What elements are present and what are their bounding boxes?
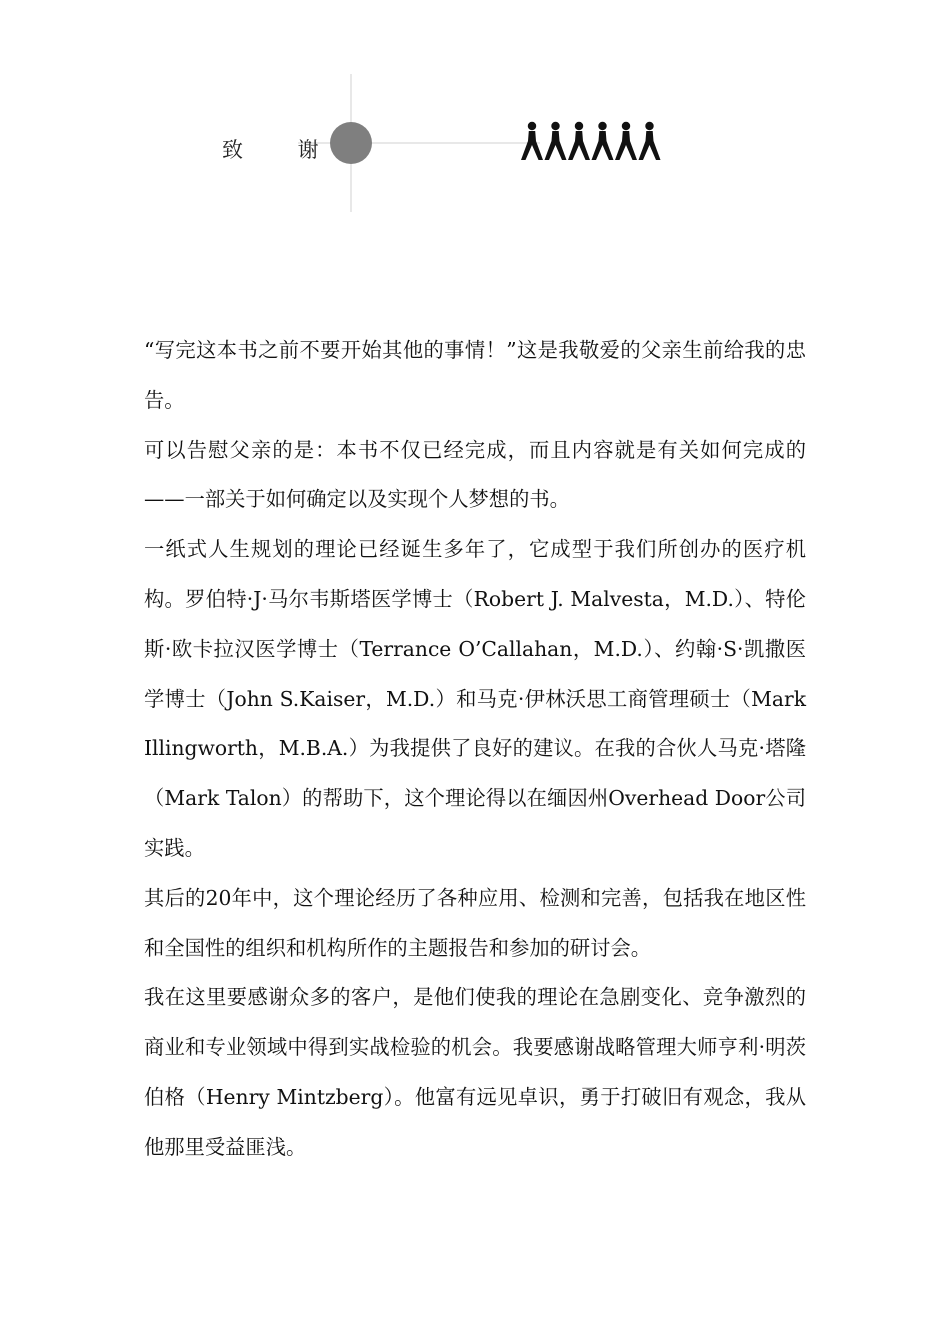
walking-person-icon	[615, 122, 637, 160]
paragraph-3: 一纸式人生规划的理论已经诞生多年了，它成型于我们所创办的医疗机构。罗伯特·J·马尔韦斯塔医学博士（Robert J. Malvesta，M.D.）、特伦斯·欧卡拉汉医学博士（Terrance O’Callahan，M.D.）、约翰·S·凯撒医学博士（John S.Kaiser，M.D.）和马克·伊林沃思工商管理硕士（Mark Illingworth，M.B.A.）为我提供了良好的建议。在我的合伙人马克·塔隆（Mark Talon）的帮助下，这个理论得以在缅因州Overhead Door公司实践。	[144, 537, 806, 860]
six-walking-people-icon	[521, 122, 661, 160]
walking-person-icon	[639, 122, 661, 160]
paragraph-4: 其后的20年中，这个理论经历了各种应用、检测和完善，包括我在地区性和全国性的组织和机构所作的主题报告和参加的研讨会。	[144, 885, 806, 960]
header-decoration	[0, 0, 950, 260]
walking-person-icon	[545, 122, 567, 160]
walking-person-icon	[592, 122, 614, 160]
paragraph-1: “写完这本书之前不要开始其他的事情！”这是我敬爱的父亲生前给我的忠告。	[144, 338, 806, 412]
chapter-title: 致 谢	[222, 138, 343, 162]
paragraph-2: 可以告慰父亲的是：本书不仅已经完成，而且内容就是有关如何完成的——一部关于如何确定以及实现个人梦想的书。	[144, 437, 806, 512]
acknowledgements-body	[144, 326, 806, 1173]
chapter-header	[0, 0, 950, 260]
walking-person-icon	[521, 122, 543, 160]
walking-person-icon	[568, 122, 590, 160]
paragraph-5: 我在这里要感谢众多的客户，是他们使我的理论在急剧变化、竞争激烈的商业和专业领域中得到实战检验的机会。我要感谢战略管理大师亨利·明茨伯格（Henry Mintzberg）。他富有远见卓识，勇于打破旧有观念，我从他那里受益匪浅。	[144, 985, 806, 1159]
